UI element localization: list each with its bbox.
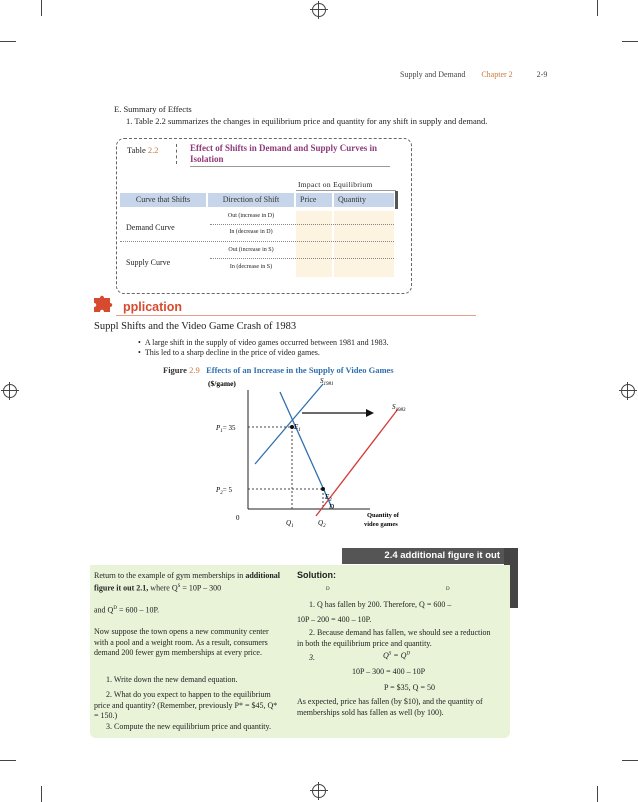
table-row-label: Demand Curve: [126, 223, 175, 232]
supply-demand-graph: [200, 376, 430, 536]
column-header: Direction of Shift: [208, 193, 294, 207]
crop-mark: [597, 0, 598, 16]
column-header: Price: [296, 193, 332, 207]
origin-label: 0: [236, 514, 240, 522]
bullet-item: • This led to a sharp decline in the price of video games.: [138, 348, 320, 357]
problem-body: Now suppose the town opens a new community center with a pool and a weight room. As a result, consumers demand 200 fewer gym memberships at every price.: [94, 627, 269, 657]
column-header: Quantity: [334, 193, 394, 207]
column-header: Curve that Shifts: [120, 193, 206, 207]
y-axis-label: ($/game): [208, 379, 236, 388]
question-item: 2. What do you expect to happen to the equilibrium price and quantity? (Remember, previously P* = $45, Q* = 150.): [94, 690, 278, 720]
bullet-item: • A large shift in the supply of video games occurred between 1981 and 1983.: [138, 338, 389, 347]
figure-caption: [163, 365, 394, 375]
superscript-d: D: [326, 587, 330, 592]
solution-step-number: 3.: [309, 653, 315, 662]
q2-label: $Q_2$: [318, 519, 326, 529]
header-page-number: 2-9: [536, 70, 548, 79]
figure-title: Effects of an Increase in the Supply of Video Games: [206, 365, 394, 375]
equation: P = $35, Q = 50: [384, 683, 435, 692]
crop-mark: [41, 0, 42, 16]
bullet-text: A large shift in the supply of video games occurred between 1981 and 1983.: [144, 338, 389, 347]
section-heading: E. Summary of Effects: [114, 104, 192, 114]
demand-curve: [280, 392, 332, 508]
solution-conclusion: As expected, price has fallen (by $10), and the quantity of memberships sold has fallen as well (by 100).: [297, 697, 483, 717]
header-chapter: Chapter 2: [481, 70, 513, 79]
crop-mark: [622, 760, 638, 761]
p2-label: $P_2= 5$: [216, 486, 232, 496]
impact-header: Impact on Equilibrium: [298, 180, 373, 189]
solution-step: 10P – 200 = 400 – 10P.: [297, 615, 372, 624]
table-label-text: Table: [127, 145, 146, 155]
table-cell: In (decrease in D): [229, 229, 273, 235]
e2-label: $E_2$: [325, 493, 332, 503]
equilibrium-2-point: [321, 487, 325, 491]
figure-label: Figure: [163, 365, 187, 375]
x-axis-label-line2: video games: [364, 521, 398, 528]
registration-mark-icon: [312, 784, 326, 798]
registration-mark-icon: [621, 384, 635, 398]
solution-heading: Solution:: [297, 570, 336, 580]
supply-1981-label: $S_{1981}$: [320, 377, 334, 387]
bullet-text: This led to a sharp decline in the price of video games.: [144, 348, 320, 357]
crop-mark: [622, 41, 638, 42]
puzzle-piece-icon: [92, 294, 114, 314]
registration-mark-icon: [312, 3, 326, 17]
application-title: pplication: [123, 300, 183, 314]
table-title: Effect of Shifts in Demand and Supply Curves in Isolation: [190, 143, 378, 164]
crop-mark: [597, 786, 598, 802]
impact-rule: [296, 190, 396, 191]
summary-item: 1. Table 2.2 summarizes the changes in equilibrium price and quantity for any shift in supply and demand.: [126, 116, 488, 126]
table-number: 2.2: [147, 145, 159, 155]
demand-label: D: [329, 503, 335, 511]
table-label-divider: [176, 144, 177, 164]
x-axis-label-line1: Quantity of: [367, 512, 399, 519]
row-rule: [210, 258, 394, 259]
supply-1981-curve: [255, 384, 323, 464]
application-rule: [116, 315, 476, 316]
superscript-d: D: [446, 587, 450, 592]
row-rule: [210, 224, 394, 225]
registration-mark-icon: [3, 384, 17, 398]
e1-label: $E_1$: [294, 423, 301, 433]
application-subtitle: Suppl Shifts and the Video Game Crash of 1983: [94, 321, 297, 332]
header-section: Supply and Demand: [400, 70, 466, 79]
question-item: 3. Compute the new equilibrium price and quantity.: [106, 722, 271, 731]
crop-mark: [41, 786, 42, 802]
shift-arrowhead-icon: [366, 409, 374, 417]
row-rule: [120, 241, 394, 242]
p1-label: $P_1= 35$: [216, 424, 236, 434]
table-row-label: Supply Curve: [126, 258, 171, 267]
column-header-edge: [395, 191, 398, 209]
problem-demand-equation: and $Q^D = 600 - 10P$.: [94, 605, 160, 615]
solution-step: 2. Because demand has fallen, we should see a reduction in both the equilibrium price and quantity.: [297, 628, 491, 648]
table-title-rule: [190, 166, 390, 167]
figure-it-out-banner: 2.4 additional figure it out: [342, 548, 504, 564]
quantity-cells: [334, 211, 394, 277]
question-item: 1. Write down the new demand equation.: [106, 675, 238, 684]
crop-mark: [0, 760, 16, 761]
price-cells: [296, 211, 332, 277]
table-cell: Out (increase in S): [228, 247, 274, 253]
problem-intro: Return to the example of gym memberships in additional figure it out 2.1, where $Q^S = 10P - 300$: [94, 571, 280, 593]
q1-label: $Q_1$: [286, 519, 294, 529]
table-label: [127, 145, 159, 155]
table-cell: Out (increase in D): [227, 213, 275, 219]
running-header: [400, 70, 547, 79]
solution-step: 1. Q has fallen by 200. Therefore, Q = 600 –: [309, 600, 452, 609]
supply-1983-label: $S_{1983}$: [392, 403, 406, 413]
equation: $Q^S = Q^D$: [383, 651, 411, 660]
figure-number: 2.9: [189, 365, 200, 375]
equation: 10P – 300 = 400 – 10P: [352, 667, 426, 676]
table-cell: In (decrease in S): [229, 264, 273, 270]
crop-mark: [0, 41, 16, 42]
